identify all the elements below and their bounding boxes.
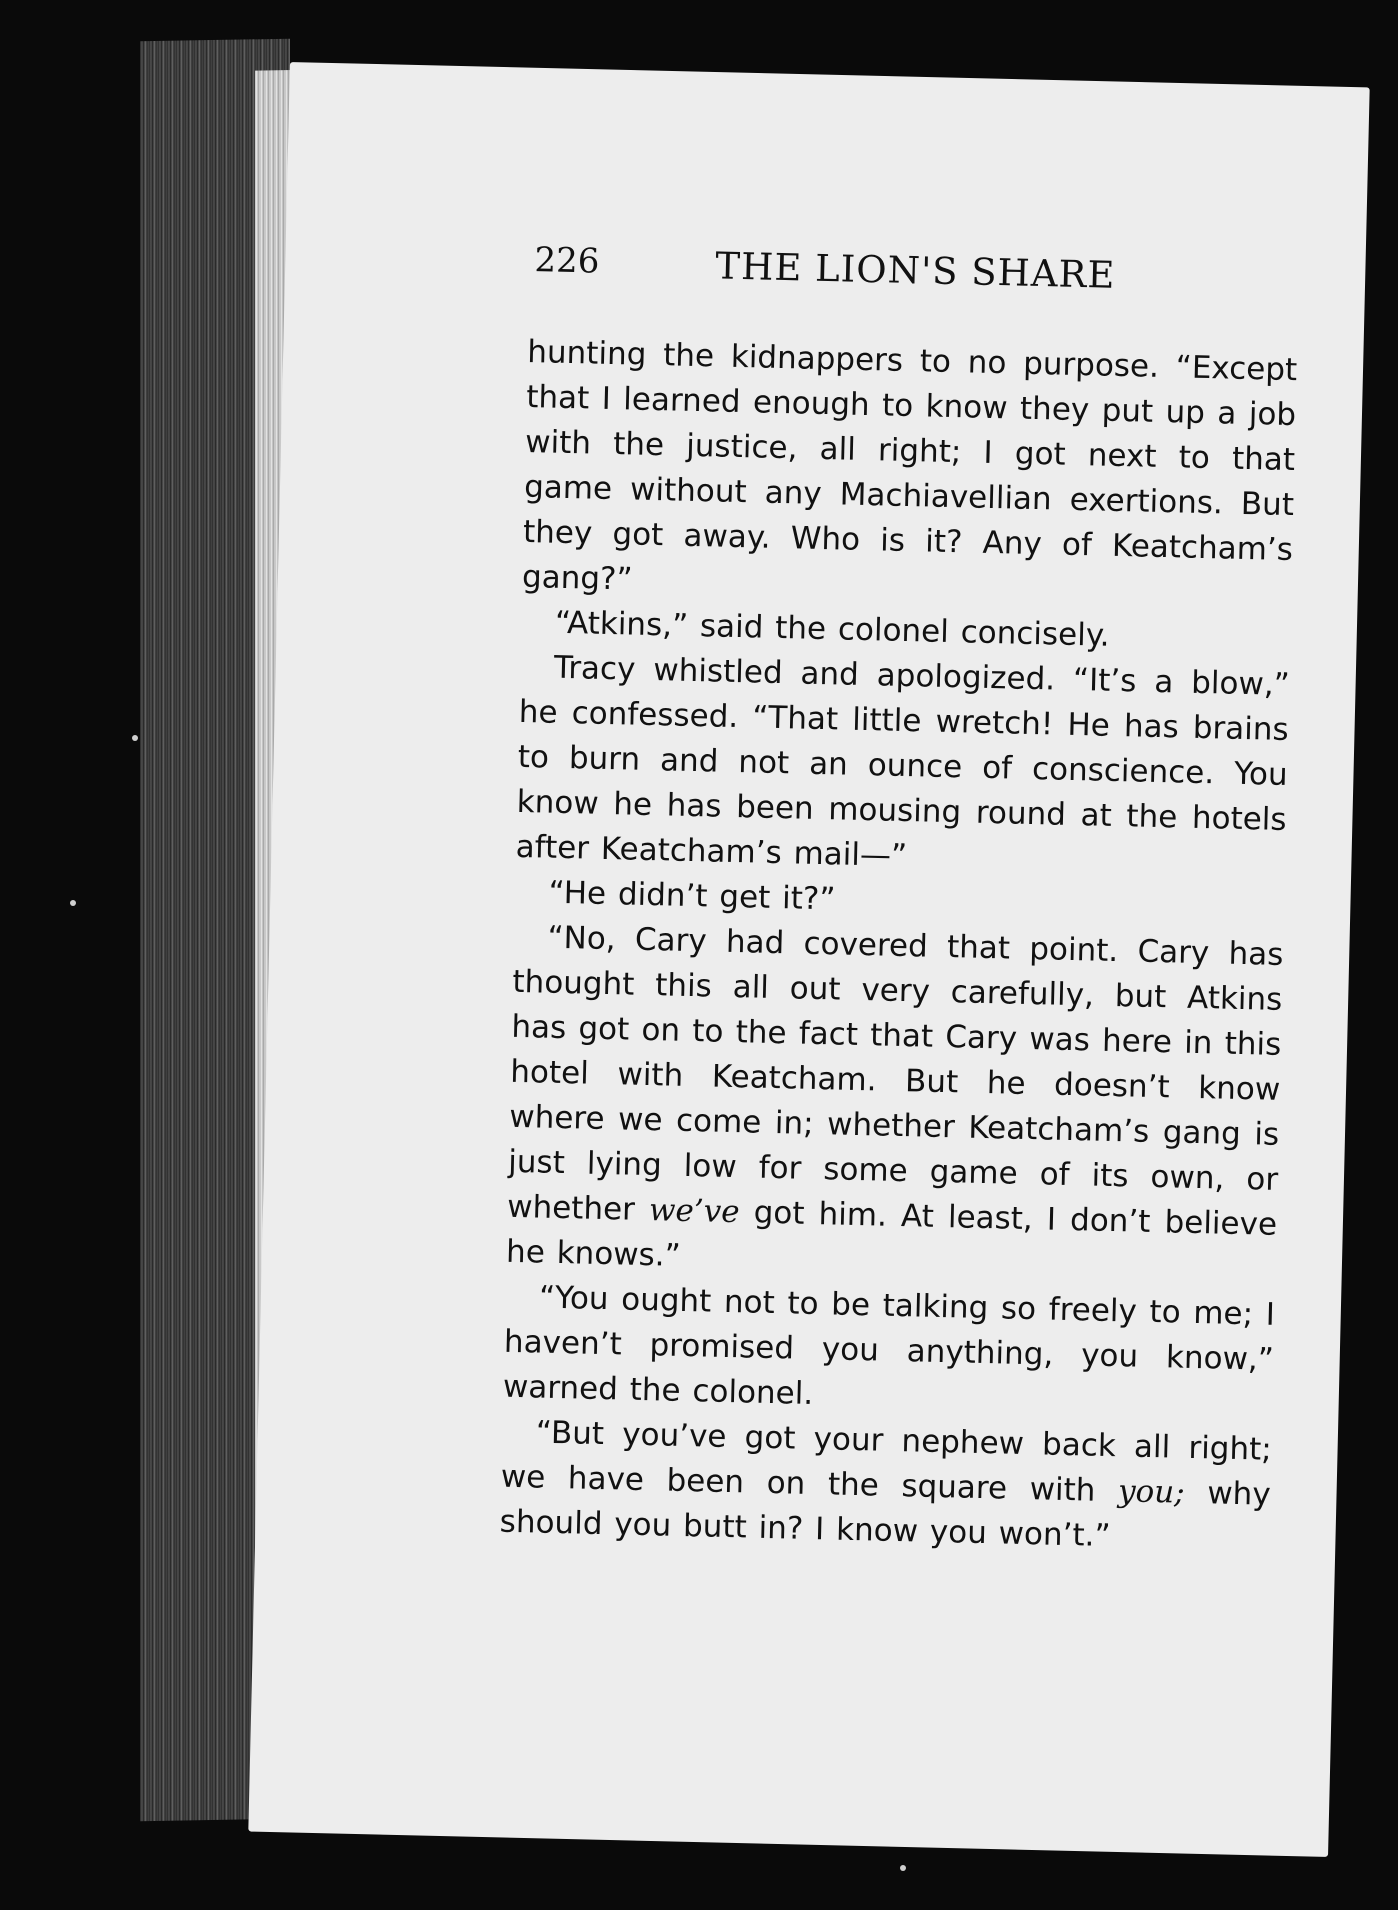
dust-speck: [132, 735, 138, 741]
paragraph: “He didn’t get it?”: [548, 874, 836, 918]
page-number: 226: [534, 240, 600, 282]
paragraph: Tracy whistled and apologized. “It’s a blow,” he confessed. “That little wretch! He has brains to burn and not an ounce of conscience. You know he has been mousing round at the hotels after Keatcham’s mail—”: [515, 649, 1291, 875]
book-title: THE LION'S SHARE: [714, 244, 1116, 297]
paragraph-italic-text: you;: [1117, 1473, 1186, 1511]
paragraph: “Atkins,” said the colonel concisely.: [554, 604, 1111, 654]
dust-speck: [70, 900, 76, 906]
paragraph: hunting the kidnappers to no purpose. “Except that I learned enough to know they put up a job with the justice, all right; I got next to that game without any Machiavellian exertions. But they got away. Who is it? Any of Keatcham’s gang?”: [521, 333, 1298, 598]
paragraph: “You ought not to be talking so freely to me; I haven’t promised you anything, you know,” warned the colonel.: [502, 1279, 1276, 1412]
paragraph-text: “But you’ve got your nephew back all right; we have been on the square with: [500, 1414, 1273, 1510]
page-text-block: [499, 240, 1300, 1563]
paragraph: [499, 1410, 1272, 1563]
paragraph-italic-text: we’ve: [648, 1192, 740, 1231]
paragraph-text: why should you butt in? I know you won’t.”: [499, 1474, 1272, 1555]
paragraph: [506, 915, 1284, 1293]
paragraph-text: got him. At least, I don’t believe he knows.”: [505, 1194, 1278, 1274]
paragraph-text: “No, Cary had covered that point. Cary has thought this all out very carefully, but Atkins has got on to the fact that Cary was here in this hotel with Keatcham. But he doesn’t know where we come in; whether Keatcham’s gang is just lying low for some game of its own, or whether: [506, 919, 1284, 1229]
dust-speck: [900, 1865, 906, 1871]
